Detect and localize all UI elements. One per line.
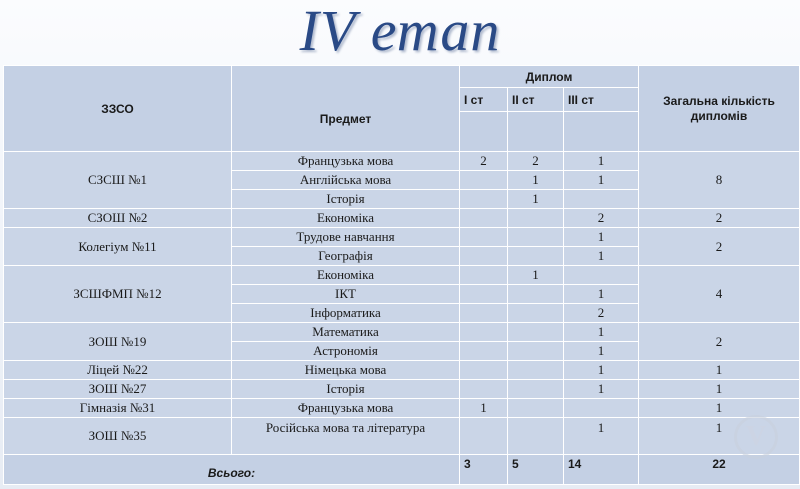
logo-letter: V [745,421,767,452]
subject-cell: Економіка [232,209,460,228]
second-cell [508,228,564,247]
school-cell: Гімназія №31 [4,399,232,418]
first-cell [460,228,508,247]
header-spacer [508,112,564,152]
second-cell [508,247,564,266]
third-cell: 2 [564,209,639,228]
first-cell [460,266,508,285]
school-cell: Колегіум №11 [4,228,232,266]
subject-cell: Астрономія [232,342,460,361]
third-cell: 2 [564,304,639,323]
total-cell: 2 [639,228,800,266]
first-cell [460,418,508,455]
subject-cell: Історія [232,380,460,399]
subject-cell: Англійська мова [232,171,460,190]
first-cell: 1 [460,399,508,418]
first-cell [460,209,508,228]
total-grand: 22 [639,455,800,485]
total-third: 14 [564,455,639,485]
third-cell: 1 [564,361,639,380]
header-third: ІІІ ст [564,88,639,112]
subject-cell: Трудове навчання [232,228,460,247]
school-cell: Ліцей №22 [4,361,232,380]
total-first: 3 [460,455,508,485]
second-cell [508,380,564,399]
second-cell [508,342,564,361]
third-cell: 1 [564,418,639,455]
subject-cell: Інформатика [232,304,460,323]
total-cell: 1 [639,380,800,399]
total-cell: 2 [639,209,800,228]
total-cell: 8 [639,152,800,209]
third-cell: 1 [564,152,639,171]
third-cell [564,266,639,285]
header-diploma: Диплом [460,66,639,88]
first-cell [460,304,508,323]
total-second: 5 [508,455,564,485]
first-cell: 2 [460,152,508,171]
third-cell: 1 [564,285,639,304]
total-cell: 2 [639,323,800,361]
first-cell [460,380,508,399]
first-cell [460,247,508,266]
subject-cell: Математика [232,323,460,342]
first-cell [460,342,508,361]
total-cell: 1 [639,418,800,455]
subject-cell: Німецька мова [232,361,460,380]
header-second: ІІ ст [508,88,564,112]
first-cell [460,285,508,304]
second-cell [508,323,564,342]
third-cell: 1 [564,247,639,266]
school-cell: СЗСШ №1 [4,152,232,209]
third-cell [564,190,639,209]
subject-cell: Економіка [232,266,460,285]
watermark-logo-icon [734,415,778,459]
school-cell: ЗОШ №35 [4,418,232,455]
header-spacer [564,112,639,152]
subject-cell: Географія [232,247,460,266]
second-cell [508,304,564,323]
third-cell: 1 [564,228,639,247]
first-cell [460,323,508,342]
third-cell: 1 [564,171,639,190]
subject-cell: Російська мова та література [232,418,460,455]
first-cell [460,171,508,190]
total-cell: 1 [639,399,800,418]
third-cell: 1 [564,323,639,342]
school-cell: ЗОШ №19 [4,323,232,361]
subject-cell: Історія [232,190,460,209]
subject-cell: ІКТ [232,285,460,304]
second-cell [508,209,564,228]
subject-cell: Французька мова [232,152,460,171]
total-cell: 4 [639,266,800,323]
school-cell: ЗОШ №27 [4,380,232,399]
page-title: IV етап [299,0,501,63]
second-cell: 1 [508,190,564,209]
header-first: І ст [460,88,508,112]
total-label: Всього: [4,455,460,485]
second-cell [508,285,564,304]
third-cell: 1 [564,380,639,399]
school-cell: СЗОШ №2 [4,209,232,228]
second-cell [508,418,564,455]
school-cell: ЗСШФМП №12 [4,266,232,323]
third-cell: 1 [564,342,639,361]
second-cell: 1 [508,171,564,190]
first-cell [460,190,508,209]
third-cell [564,399,639,418]
second-cell: 1 [508,266,564,285]
header-subject: Предмет [232,66,460,152]
second-cell: 2 [508,152,564,171]
total-cell: 1 [639,361,800,380]
diploma-table [3,65,800,485]
first-cell [460,361,508,380]
second-cell [508,399,564,418]
header-spacer [460,112,508,152]
subject-cell: Французька мова [232,399,460,418]
header-school: ЗЗСО [4,66,232,152]
header-total: Загальна кількість дипломів [639,66,800,152]
second-cell [508,361,564,380]
